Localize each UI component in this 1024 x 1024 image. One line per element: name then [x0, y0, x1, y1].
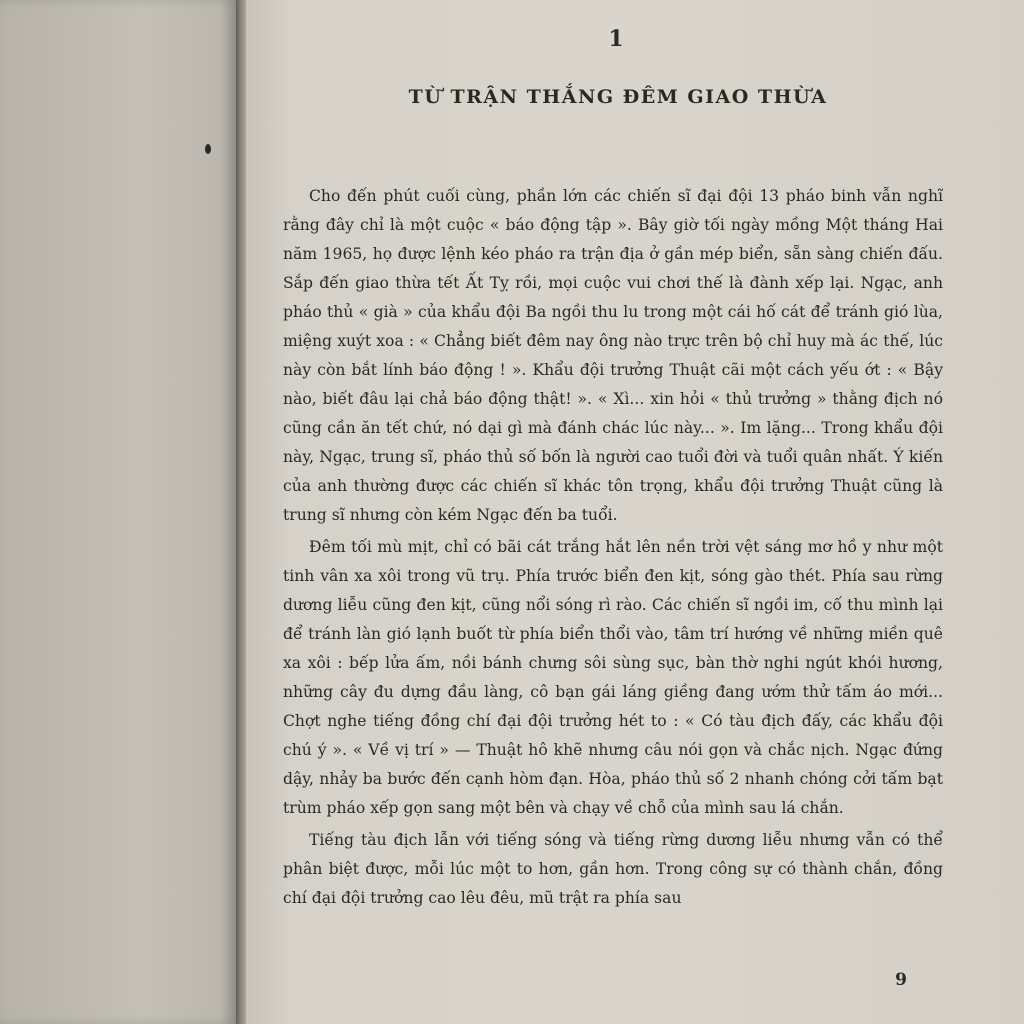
paper-speck — [205, 144, 211, 154]
chapter-number: 1 — [608, 26, 624, 52]
page-content — [283, 18, 943, 913]
page-number: 9 — [895, 970, 907, 990]
paragraph-2: Đêm tối mù mịt, chỉ có bãi cát trắng hắt lên nền trời vệt sáng mơ hồ y như một tinh vân xa xôi trong vũ trụ. Phía trước biển đen kịt, sóng gào thét. Phía sau rừng dương liễu cũng đen kịt, cũng nổi sóng rì rào. Các chiến sĩ ngồi im, cố thu mình lại để tránh làn gió lạnh buốt từ phía biển thổi vào, tâm trí hướng về những miền quê xa xôi : bếp lửa ấm, nồi bánh chưng sôi sùng sục, bàn thờ nghi ngút khói hương, những cây đu dựng đầu làng, cô bạn gái láng giềng đang ướm thử tấm áo mới... Chợt nghe tiếng đồng chí đại đội trưởng hét to : « Có tàu địch đấy, các khẩu đội chú ý ». « Về vị trí » — Thuật hô khẽ nhưng câu nói gọn và chắc nịch. Ngạc đứng dậy, nhảy ba bước đến cạnh hòm đạn. Hòa, pháo thủ số 2 nhanh chóng cởi tấm bạt trùm pháo xếp gọn sang một bên và chạy về chỗ của mình sau lá chắn. — [283, 538, 943, 817]
chapter-title: TỪ TRẬN THẮNG ĐÊM GIAO THỪA — [408, 86, 828, 108]
left-page — [0, 0, 238, 1024]
body-text — [283, 182, 943, 913]
paragraph-3: Tiếng tàu địch lẫn với tiếng sóng và tiếng rừng dương liễu nhưng vẫn có thể phân biệt được, mỗi lúc một to hơn, gần hơn. Trong công sự có thành chắn, đồng chí đại đội trưởng cao lêu đêu, mũ trật ra phía sau — [283, 831, 943, 907]
paragraph-1: Cho đến phút cuối cùng, phần lớn các chiến sĩ đại đội 13 pháo binh vẫn nghĩ rằng đây chỉ là một cuộc « báo động tập ». Bây giờ tối ngày mồng Một tháng Hai năm 1965, họ được lệnh kéo pháo ra trận địa ở gần mép biển, sẵn sàng chiến đấu. Sắp đến giao thừa tết Ất Tỵ rồi, mọi cuộc vui chơi thế là đành xếp lại. Ngạc, anh pháo thủ « già » của khẩu đội Ba ngồi thu lu trong một cái hố cát để tránh gió lùa, miệng xuýt xoa : « Chẳng biết đêm nay ông nào trực trên bộ chỉ huy mà ác thế, lúc này còn bắt lính báo động ! ». Khẩu đội trưởng Thuật cãi một cách yếu ớt : « Bậy nào, biết đâu lại chả báo động thật! ». « Xì... xin hỏi « thủ trưởng » thằng địch nó cũng cần ăn tết chứ, nó dại gì mà đánh chác lúc này... ». Im lặng... Trong khẩu đội này, Ngạc, trung sĩ, pháo thủ số bốn là người cao tuổi đời và tuổi quân nhất. Ý kiến của anh thường được các chiến sĩ khác tôn trọng, khẩu đội trưởng Thuật cũng là trung sĩ nhưng còn kém Ngạc đến ba tuổi. — [283, 187, 943, 524]
